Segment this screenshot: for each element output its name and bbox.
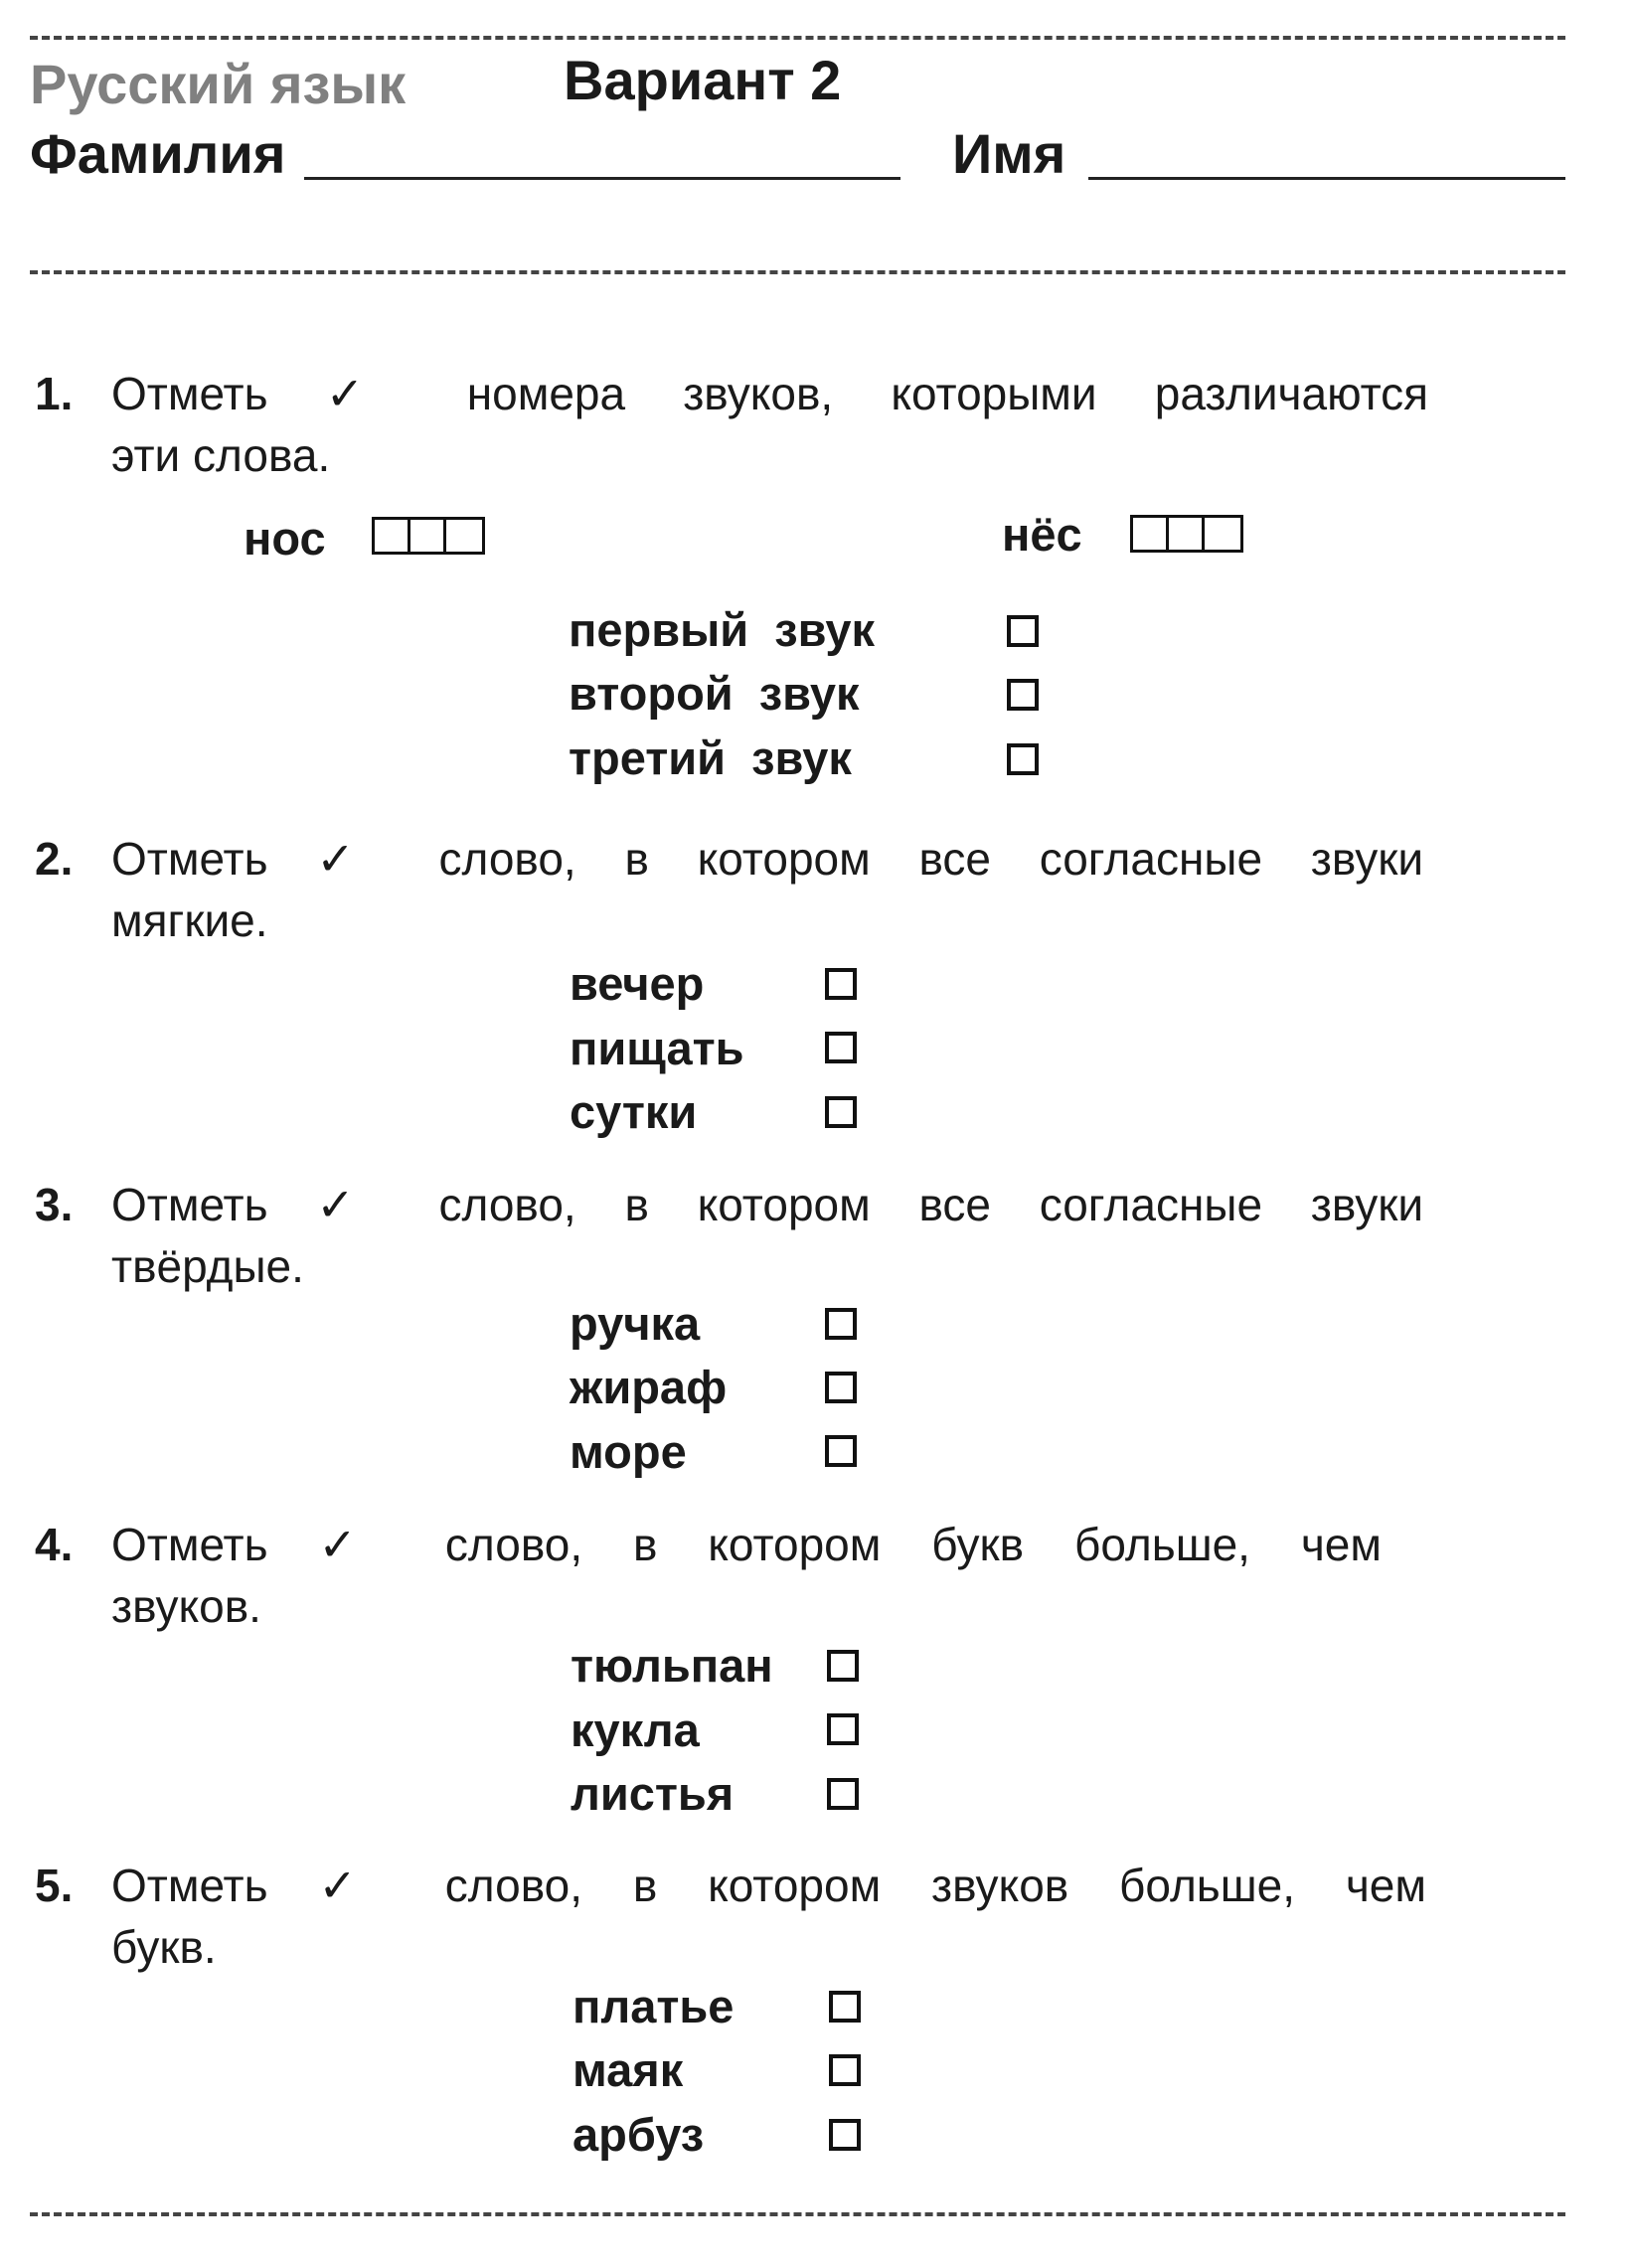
option-label: сутки [570, 1085, 698, 1138]
question-word: слово, [444, 1519, 583, 1570]
option-label: платье [572, 1980, 735, 2032]
checkmark-icon: ✓ [318, 1519, 396, 1570]
checkmark-icon: ✓ [318, 1860, 395, 1911]
variant-label: Вариант 2 [564, 49, 842, 111]
question-word: различаются [1154, 368, 1429, 419]
name-label: Имя [952, 122, 1066, 185]
question-word: букв [931, 1519, 1025, 1570]
option-label: пищать [570, 1022, 744, 1074]
question-word: согласные [1039, 1179, 1263, 1230]
sound-cell[interactable] [1133, 518, 1169, 550]
option-label: ручка [570, 1297, 701, 1350]
option-checkbox[interactable] [825, 1435, 857, 1467]
question-word: все [918, 1179, 991, 1230]
subject-title: Русский язык [30, 53, 407, 115]
question-word: которыми [891, 368, 1097, 419]
option-label: маяк [572, 2043, 684, 2096]
question-word: котором [697, 833, 871, 885]
question-word: все [918, 833, 991, 885]
option-label: третий звук [569, 731, 852, 784]
option-checkbox[interactable] [825, 1096, 857, 1128]
word-nyos: нёс [1002, 508, 1082, 561]
question-word: звуки [1310, 833, 1424, 885]
question-word: слово, [444, 1860, 583, 1911]
sound-cell[interactable] [1169, 518, 1205, 550]
task-number: 1. [35, 368, 74, 419]
question-word: в [632, 1519, 658, 1570]
question-word: Отметь [111, 368, 268, 419]
task-question-continuation: твёрдые. [111, 1240, 304, 1292]
option-label: кукла [571, 1703, 700, 1756]
task-number: 2. [35, 833, 74, 885]
question-word: котором [708, 1860, 882, 1911]
question-word: номера [466, 368, 626, 419]
task-question-continuation: эти слова. [111, 429, 331, 481]
question-word: в [624, 833, 649, 885]
task-question-continuation: букв. [111, 1921, 217, 1973]
task-question-continuation: мягкие. [111, 894, 268, 946]
task-question-line [111, 827, 1423, 891]
option-checkbox[interactable] [825, 968, 857, 1000]
task-number: 4. [35, 1519, 74, 1570]
option-checkbox[interactable] [1007, 679, 1039, 711]
task-number: 5. [35, 1860, 74, 1911]
option-checkbox[interactable] [1007, 615, 1039, 647]
option-checkbox[interactable] [825, 1372, 857, 1403]
task-question-line [111, 362, 1428, 425]
question-word: Отметь [111, 1860, 268, 1911]
option-checkbox[interactable] [829, 2119, 861, 2151]
task-question-line [111, 1513, 1382, 1576]
task-question-continuation: звуков. [111, 1580, 261, 1632]
task-number: 3. [35, 1179, 74, 1230]
bottom-dashed-divider [30, 2212, 1565, 2216]
option-checkbox[interactable] [829, 2054, 861, 2086]
question-word: котором [708, 1519, 882, 1570]
sound-cell[interactable] [375, 520, 410, 552]
checkmark-icon: ✓ [316, 1179, 391, 1230]
surname-label: Фамилия [30, 122, 286, 185]
option-label: жираф [570, 1361, 728, 1413]
question-word: Отметь [111, 1179, 268, 1230]
option-label: тюльпан [571, 1639, 773, 1692]
option-checkbox[interactable] [825, 1308, 857, 1340]
checkmark-icon: ✓ [325, 368, 409, 419]
top-dashed-divider [30, 36, 1565, 40]
option-label: листья [571, 1767, 735, 1820]
question-word: больше, [1073, 1519, 1250, 1570]
sound-cells-nyos[interactable] [1130, 515, 1243, 553]
option-label: второй звук [569, 667, 860, 720]
question-word: Отметь [111, 833, 268, 885]
option-checkbox[interactable] [827, 1650, 859, 1682]
checkmark-icon: ✓ [316, 833, 391, 885]
question-word: звуков, [683, 368, 834, 419]
question-word: чем [1345, 1860, 1427, 1911]
surname-input-line[interactable] [304, 177, 900, 180]
option-checkbox[interactable] [829, 1991, 861, 2023]
task-question-line [111, 1173, 1423, 1236]
sound-cell[interactable] [1205, 518, 1240, 550]
option-label: арбуз [572, 2108, 705, 2161]
question-word: в [624, 1179, 649, 1230]
sound-cell[interactable] [410, 520, 446, 552]
question-word: звуков [931, 1860, 1069, 1911]
option-checkbox[interactable] [825, 1032, 857, 1063]
header-dashed-divider [30, 270, 1565, 274]
sound-cell[interactable] [446, 520, 482, 552]
question-word: в [632, 1860, 658, 1911]
question-word: котором [697, 1179, 871, 1230]
option-label: море [570, 1425, 687, 1478]
name-input-line[interactable] [1088, 177, 1565, 180]
task-question-line [111, 1854, 1426, 1917]
option-checkbox[interactable] [1007, 743, 1039, 775]
question-word: звуки [1310, 1179, 1424, 1230]
option-checkbox[interactable] [827, 1713, 859, 1745]
question-word: слово, [438, 833, 576, 885]
sound-cells-nos[interactable] [372, 517, 485, 555]
option-label: вечер [570, 957, 705, 1010]
question-word: чем [1300, 1519, 1382, 1570]
question-word: Отметь [111, 1519, 268, 1570]
option-label: первый звук [569, 603, 876, 656]
question-word: больше, [1119, 1860, 1296, 1911]
question-word: слово, [438, 1179, 576, 1230]
option-checkbox[interactable] [827, 1778, 859, 1810]
word-nos: нос [244, 512, 326, 565]
question-word: согласные [1039, 833, 1263, 885]
